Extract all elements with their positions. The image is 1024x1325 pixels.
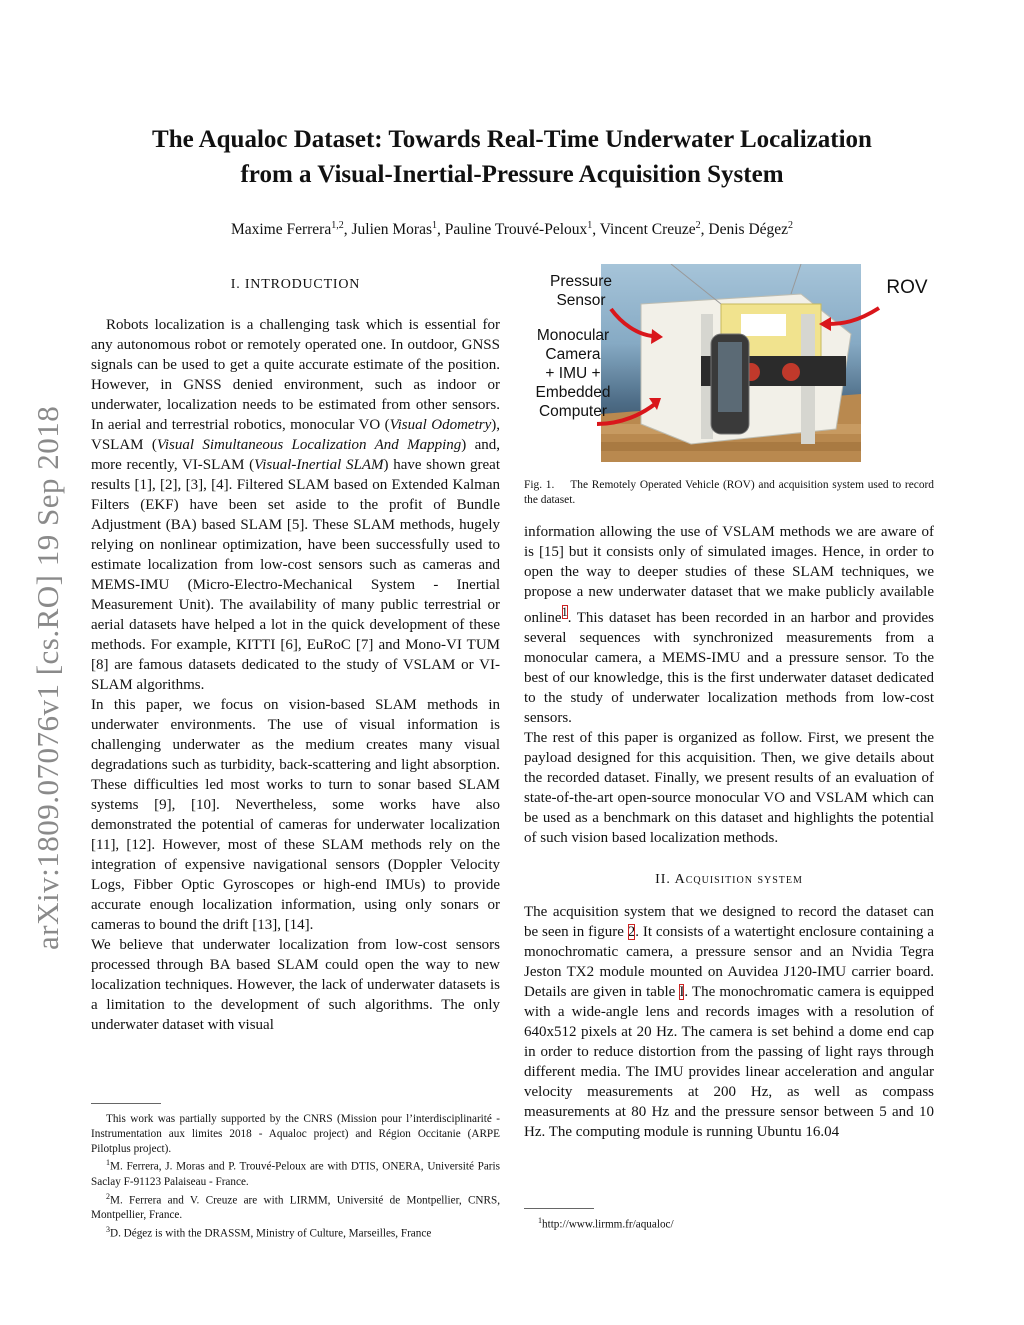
author-2: Julien Moras <box>351 221 432 239</box>
fn2-text: M. Ferrera and V. Creuze are with LIRMM, Université de Montpellier, CNRS, Montpellier, France. <box>91 1194 500 1222</box>
figure-1 <box>527 264 937 462</box>
title-line-2: from a Visual-Inertial-Pressure Acquisition System <box>240 161 784 188</box>
rov-arrow-head <box>819 317 831 331</box>
author-4-affiliation: 2 <box>695 220 701 231</box>
arxiv-stamp-text: arXiv:1809.07076v1 [cs.RO] 19 Sep 2018 <box>30 405 65 950</box>
right-p3-text-b: . It consists of a watertight enclosure containing a monochromatic camera, a pressure sensor and an Nvidia Tegra Jeston TX2 module mounted on Auvidea J120-IMU carrier board. Details are given in table <box>524 924 934 1000</box>
author-5-affiliation: 2 <box>788 220 794 231</box>
intro-paragraph-2: In this paper, we focus on vision-based SLAM methods in underwater environments. The use of visual information is challenging underwater as the medium creates many visual degradations such as turbidity, back-scattering and light absorption. These difficulties led most works to turn to sonar based SLAM systems [9], [10]. Nevertheless, some works have also demonstrated the potential of cameras for underwater localization [11], [12]. However, most of these SLAM methods rely on the integration of expensive navigational sensors (Doppler Velocity Logs, Fibber Optic Gyroscopes or high-end IMUs) to provide accurate enough localization information, using only sonars or cameras to bound the drift [13], [14]. <box>91 697 500 933</box>
figure-2-link[interactable]: 2 <box>627 924 636 940</box>
footnote-divider-right <box>524 1208 594 1209</box>
footnote-link-1[interactable]: 1 <box>561 605 568 619</box>
intro-paragraph-3: We believe that underwater localization from low-cost sensors processed through BA based SLAM could open the way to new localization techniques. However, the lack of underwater datasets is a limitation to the development of such algorithms. The only underwater dataset with visual <box>91 937 500 1033</box>
intro-p1-text-c: ) and, more recently, VI-SLAM ( <box>91 437 500 473</box>
figure-number: Fig. 1. <box>524 479 555 491</box>
author-3: Pauline Trouvé-Peloux <box>444 221 588 239</box>
right-p1-text-b: . This dataset has been recorded in an harbor and provides several sequences with synchronized measurements from a monocular camera, a MEMS-IMU and a pressure sensor. To the best of our knowledge, this is the first underwater dataset dedicated to the study of underwater localization methods from low-cost sensors. <box>524 610 934 726</box>
author-3-affiliation: 1 <box>587 220 593 231</box>
label-camera-imu-computer: Monocular Camera + IMU + Embedded Computer <box>535 327 611 420</box>
footnote-url-mark: 1 <box>538 1216 542 1225</box>
right-paragraph-1 <box>524 522 934 728</box>
title-line-1: The Aqualoc Dataset: Towards Real-Time Underwater Localization <box>152 126 872 153</box>
section-2-heading-text: II. Acquisition system <box>655 872 803 887</box>
right-paragraph-3 <box>524 902 934 1142</box>
intro-p1-italic-1: Visual Odometry <box>389 417 492 433</box>
label-pressure-sensor: Pressure Sensor <box>549 273 613 309</box>
section-1-heading: I. INTRODUCTION <box>230 277 361 292</box>
figure-caption-text: The Remotely Operated Vehicle (ROV) and acquisition system used to record the dataset. <box>524 479 935 506</box>
fn1-text: M. Ferrera, J. Moras and P. Trouvé-Peloux are with DTIS, ONERA, Université Paris Saclay F-91123 Palaiseau - France. <box>91 1161 500 1188</box>
paper-title <box>100 122 924 192</box>
right-p3-text-c: . The monochromatic camera is equipped with a wide-angle lens and records images with a resolution of 640x512 pixels at 20 Hz. The camera is set behind a dome end cap in order to reduce distortion from the passing of light rays through different media. The IMU provides linear acceleration and angular velocity measurements at 200 Hz, as well as compass measurements at 80 Hz and the pressure sensor between 5 and 10 Hz. The computing module is running Ubuntu 16.04 <box>524 984 934 1140</box>
author-2-affiliation: 1 <box>432 220 437 231</box>
label-rov: ROV <box>886 277 928 298</box>
author-5: Denis Dégez <box>708 221 789 239</box>
right-paragraph-2: The rest of this paper is organized as follow. First, we present the payload designed for this acquisition. Then, we give details about the recorded dataset. Finally, we present results of an evaluation of state-of-the-art open-source monocular VO and VSLAM which can be used as a benchmark on this dataset and highlights the potential of such vision based localization methods. <box>524 730 934 846</box>
fn3-text: D. Dégez is with the DRASSM, Ministry of Culture, Marseilles, France <box>110 1227 432 1240</box>
intro-p1-italic-2: Visual Simultaneous Localization And Mapping <box>156 437 462 453</box>
footnote-url <box>538 1216 674 1231</box>
right-column <box>524 522 934 1142</box>
footnotes-left <box>91 1112 500 1242</box>
fn2-mark: 2 <box>106 1191 110 1201</box>
intro-p1-text-b: ), VSLAM ( <box>91 417 500 453</box>
affiliation-note-3 <box>91 1223 500 1242</box>
author-4: Vincent Creuze <box>599 221 696 239</box>
affiliation-note-1 <box>91 1156 500 1189</box>
footnote-divider <box>91 1103 161 1104</box>
rov-arrow <box>827 308 879 324</box>
fn1-mark: 1 <box>106 1158 110 1168</box>
fn3-mark: 3 <box>106 1225 110 1235</box>
author-1-affiliation: 1,2 <box>331 220 344 231</box>
aqualoc-url-link[interactable]: http://www.lirmm.fr/aqualoc/ <box>542 1218 674 1231</box>
funding-note: This work was partially supported by the CNRS (Mission pour l’interdisciplinarité - Instrumentation aux limites 2018 - Aqualoc project) and Région Occitanie (ARPE Pilotplus project). <box>91 1113 500 1155</box>
arxiv-stamp <box>28 350 68 950</box>
intro-p1-italic-3: Visual-Inertial SLAM <box>254 457 384 473</box>
intro-p1-text-a: Robots localization is a challenging task which is essential for any autonomous robot or remotely operated one. In outdoor, GNSS signals can be used to get a quite accurate estimate of the position. However, in GNSS denied environment, such as indoor or underwater, localization needs to be estimated from other sensors. In aerial and terrestrial robotics, monocular VO ( <box>91 317 500 433</box>
intro-p1-text-d: ) have shown great results [1], [2], [3], [4]. Filtered SLAM based on Extended Kalman Filters (EKF) have been set aside to the profit of Bundle Adjustment (BA) based SLAM [5]. These SLAM methods, hugely relying on nonlinear optimization, have been successfully used to estimate localization from low-cost sensors such as cameras and MEMS-IMU (Micro-Electro-Mechanical System - Inertial Measurement Unit). The availability of many public terrestrial or aerial datasets have helped a lot in the quick development of these methods. For example, KITTI [6], EuRoC [7] and Mono-VI TUM [8] are famous datasets dedicated to the study of VSLAM or VI-SLAM algorithms. <box>91 457 500 693</box>
left-column <box>91 275 500 1035</box>
affiliation-note-2 <box>91 1190 500 1223</box>
table-1-link[interactable]: I <box>679 984 685 1000</box>
right-p1-text-a: information allowing the use of VSLAM methods we are aware of is [15] but it consists only of simulated images. Hence, in order to open the way to deeper studies of these SLAM techniques, we propose a new underwater dataset that we make publicly available online <box>524 524 934 626</box>
author-list: Maxime Ferrera$^{1,2}$, Julien Moras$^1$, Pauline Trouvé-Peloux$^1$, Vincent Creuze$^2$, Denis Dégez$^2$ <box>230 220 794 239</box>
figure-1-caption <box>524 478 934 507</box>
pressure-arrow-head <box>651 329 663 344</box>
intro-paragraph-1 <box>91 315 500 695</box>
right-p3-text-a: The acquisition system that we designed to record the dataset can be seen in figure <box>524 904 934 940</box>
author-1: Maxime Ferrera <box>230 221 332 239</box>
section-2-heading <box>524 870 934 890</box>
